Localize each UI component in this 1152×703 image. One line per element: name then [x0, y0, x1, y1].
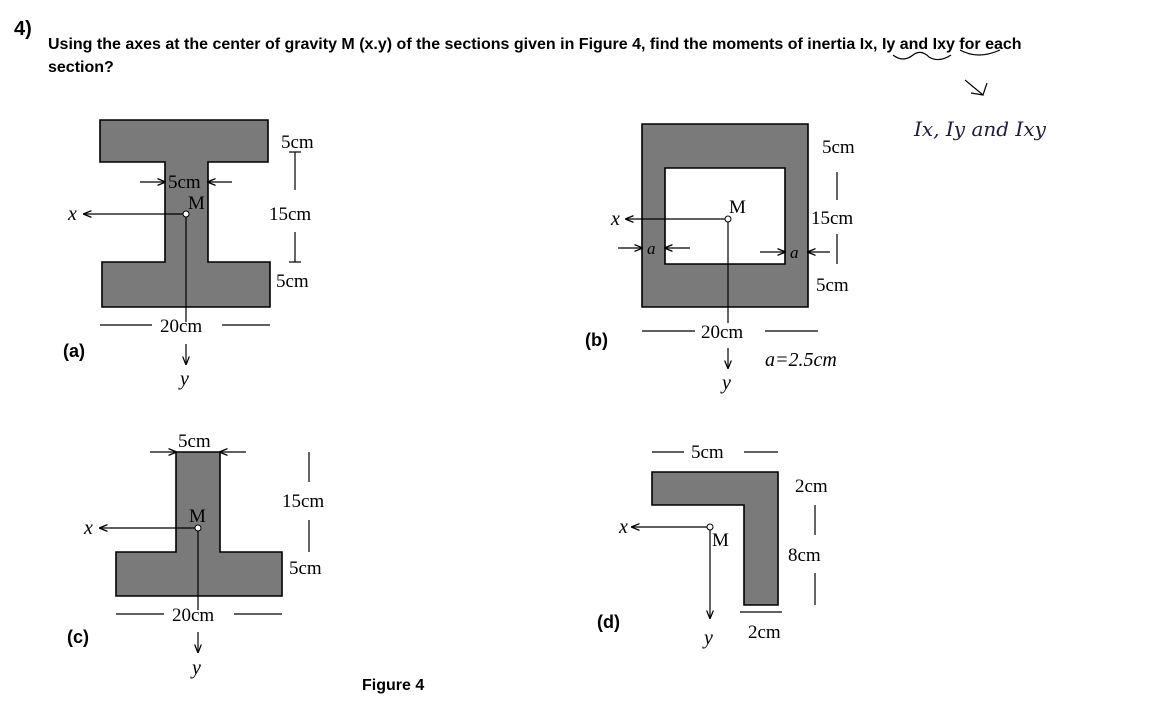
centroid-label: M — [189, 506, 206, 527]
x-axis-label: x — [84, 517, 93, 539]
centroid-label: M — [729, 197, 746, 218]
section-label: (c) — [67, 627, 89, 647]
dim-leg-width: 2cm — [748, 622, 781, 643]
section-b — [585, 124, 855, 394]
section-label: (b) — [585, 330, 608, 350]
question-text: Using the axes at the center of gravity M (x.y) of the sections given in Figure 4, find the moments of inertia Ix, Iy and Ixy for each section? — [48, 36, 1022, 76]
section-a — [63, 120, 314, 390]
section-label: (a) — [63, 341, 85, 361]
dim-leg: 8cm — [788, 545, 821, 566]
dim-stem-width: 5cm — [178, 431, 211, 452]
dim-top: 5cm — [281, 132, 314, 153]
section-d — [597, 442, 828, 649]
section-c — [67, 431, 324, 679]
dim-top: 5cm — [822, 137, 855, 158]
dim-top-thickness: 2cm — [795, 476, 828, 497]
centroid-label: M — [712, 530, 729, 551]
y-axis-label: y — [722, 372, 731, 394]
dim-middle: 15cm — [811, 208, 854, 229]
box-section-shape — [642, 124, 808, 307]
centroid-label: M — [188, 193, 205, 214]
figure-caption: Figure 4 — [362, 677, 425, 694]
dim-width: 20cm — [160, 316, 203, 337]
dim-bottom: 5cm — [276, 271, 309, 292]
dim-a-right: a — [790, 243, 799, 262]
handwritten-underline-2 — [960, 50, 1000, 55]
y-axis-label: y — [192, 657, 201, 679]
dim-a-left: a — [647, 239, 656, 258]
dim-stem: 15cm — [282, 491, 325, 512]
dim-bottom: 5cm — [816, 275, 849, 296]
x-axis-label: x — [619, 516, 628, 538]
handwritten-underline — [893, 52, 951, 59]
handwritten-note: Ix, Iy and Ixy — [914, 117, 1046, 141]
dim-top-width: 5cm — [691, 442, 724, 463]
x-axis-label: x — [611, 208, 620, 230]
y-axis-label: y — [180, 368, 189, 390]
dim-width: 20cm — [172, 605, 215, 626]
dim-web: 15cm — [269, 204, 312, 225]
dim-flange: 5cm — [289, 558, 322, 579]
section-label: (d) — [597, 612, 620, 632]
handwritten-arrow — [965, 80, 987, 95]
y-axis-label: y — [704, 627, 713, 649]
question-number: 4) — [14, 18, 32, 40]
x-axis-label: x — [68, 203, 77, 225]
dim-web-width: 5cm — [168, 172, 201, 193]
dim-width: 20cm — [701, 322, 744, 343]
dim-a-value: a=2.5cm — [765, 349, 837, 371]
